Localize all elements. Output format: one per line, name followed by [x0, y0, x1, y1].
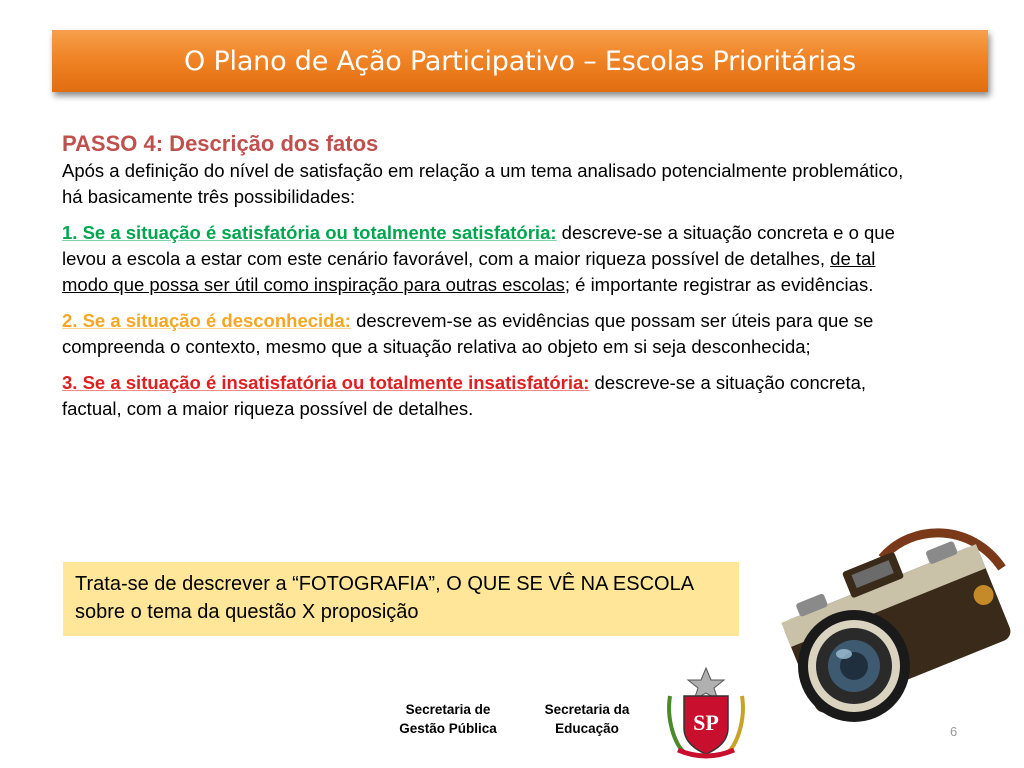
item-satisfactory-text: descreve-se a situação concreta e o que levou a escola a estar com este cenário favorável, com a maior riqueza possível de detalhes,	[62, 222, 895, 269]
sao-paulo-crest-icon	[664, 666, 748, 760]
camera-icon	[772, 518, 1018, 726]
item-satisfactory-end: ; é importante registrar as evidências.	[564, 274, 874, 295]
item-satisfactory-underlined: de tal modo que possa ser útil como inspiração para outras escolas	[62, 248, 876, 295]
footer-educacao-line1: Secretaria da	[544, 702, 630, 717]
note-box: Trata-se de descrever a “FOTOGRAFIA”, O QUE SE VÊ NA ESCOLA sobre o tema da questão X proposição	[63, 562, 739, 636]
item-satisfactory-colon: :	[550, 222, 557, 243]
title-bar	[52, 30, 988, 92]
footer-gestao-line2: Gestão Pública	[399, 721, 497, 736]
item-unsatisfactory	[62, 370, 907, 422]
footer-gestao-line1: Secretaria de	[405, 702, 491, 717]
slide-title: O Plano de Ação Participativo – Escolas Prioritárias	[184, 45, 856, 77]
footer-educacao	[525, 700, 649, 738]
item-unknown-text: descrevem-se as evidências que possam ser úteis para que se compreenda o contexto, mesmo que a situação relativa ao objeto em si seja desconhecida;	[62, 310, 874, 357]
item-unsatisfactory-text: descreve-se a situação concreta, factual, com a maior riqueza possível de detalhes.	[62, 372, 867, 419]
item-unsatisfactory-label: 3. Se a situação é insatisfatória ou totalmente insatisfatória:	[62, 372, 590, 393]
page-number: 6	[950, 724, 958, 739]
item-satisfactory-label: 1. Se a situação é satisfatória ou totalmente satisfatória	[62, 222, 551, 243]
intro-text: Após a definição do nível de satisfação em relação a um tema analisado potencialmente problemático, há basicamente três possibilidades:	[62, 160, 904, 207]
item-unknown-label: 2. Se a situação é desconhecida:	[62, 310, 351, 331]
step-title: PASSO 4: Descrição dos fatos	[62, 131, 379, 156]
footer-gestao-publica	[378, 700, 518, 738]
crest-text: SP	[693, 710, 719, 735]
footer-educacao-line2: Educação	[555, 721, 619, 736]
slide-content	[62, 130, 907, 422]
item-satisfactory	[62, 220, 907, 298]
item-unknown	[62, 308, 907, 360]
